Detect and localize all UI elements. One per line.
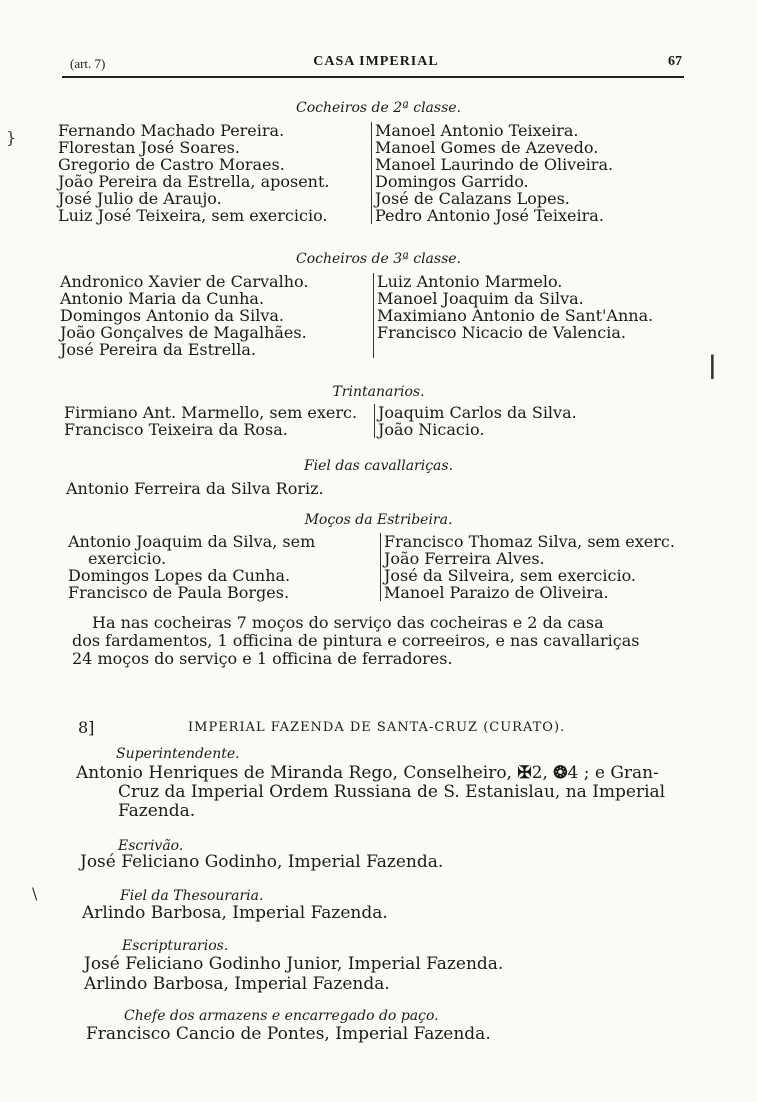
list-item: Fernando Machado Pereira. [58,121,285,140]
header-article: (art. 7) [70,56,106,71]
label-superintendente: Superintendente. [116,746,240,762]
mocos-right-column [380,533,675,601]
list-item: Manoel Joaquim da Silva. [377,289,584,308]
list-item: João Nicacio. [378,420,485,439]
list-item: Manoel Paraizo de Oliveira. [384,583,609,602]
margin-brace-mark: } [6,128,17,147]
section-title-fiel-cavallaricas: Fiel das cavallariças. [303,458,454,474]
list-item: João Ferreira Alves. [384,549,545,568]
list-item: Domingos Antonio da Silva. [60,306,285,325]
chefe-armazens-name: Francisco Cancio de Pontes, Imperial Fazenda. [86,1024,491,1044]
list-item: Domingos Garrido. [375,172,529,191]
superintendente-text-a: Antonio Henriques de Miranda Rego, Conselheiro, [76,763,518,783]
trintanarios-left-column [64,404,357,438]
label-escrivao: Escrivão. [118,838,184,854]
section-title-cocheiros-3: Cocheiros de 3ª classe. [296,251,461,267]
superintendente-line-3: Fazenda. [118,801,196,821]
list-item: Joaquim Carlos da Silva. [378,403,577,422]
escripturario-name: José Feliciano Godinho Junior, Imperial Fazenda. [84,954,504,974]
margin-tick-mark: \ [32,884,38,903]
list-item: José Julio de Araujo. [58,189,222,208]
list-item: Florestan José Soares. [58,138,240,157]
section-title-trintanarios: Trintanarios. [332,384,425,400]
superintendente-line-1 [76,764,659,783]
list-item: Antonio Joaquim da Silva, sem [68,532,316,551]
page-number: 67 [668,54,682,69]
escrivao-name: José Feliciano Godinho, Imperial Fazenda. [80,852,444,872]
section-title-cocheiros-2: Cocheiros de 2ª classe. [296,100,461,116]
list-item: Luiz Antonio Marmelo. [377,272,563,291]
cocheiros-3-left-column [60,273,308,358]
rose-order-icon: ❂ [553,763,568,783]
section-title-mocos-estribeira: Moços da Estribeira. [304,512,453,528]
paragraph-line: dos fardamentos, 1 officina de pintura e correeiros, e nas cavallariças [72,631,640,650]
label-fiel-thesouraria: Fiel da Thesouraria. [120,888,264,904]
cross-order-icon: ✠ [517,763,532,783]
list-item: Francisco de Paula Borges. [68,583,290,602]
list-item: Manoel Antonio Teixeira. [375,121,579,140]
list-item: Francisco Nicacio de Valencia. [377,323,626,342]
trintanarios-right-column [374,404,577,438]
paragraph-line: Ha nas cocheiras 7 moços do serviço das cocheiras e 2 da casa [92,613,604,632]
margin-ink-mark: | [708,350,717,379]
list-item: Manoel Laurindo de Oliveira. [375,155,614,174]
list-item: Francisco Thomaz Silva, sem exerc. [384,532,675,551]
list-item: José da Silveira, sem exercicio. [384,566,636,585]
superintendente-line-2: Cruz da Imperial Ordem Russiana de S. Estanislau, na Imperial [118,782,666,802]
list-item: José Pereira da Estrella. [60,340,256,359]
fiel-cavallaricas-name: Antonio Ferreira da Silva Roriz. [66,479,324,498]
list-item: João Gonçalves de Magalhães. [60,323,307,342]
list-item: Domingos Lopes da Cunha. [68,566,291,585]
mocos-left-column [68,533,315,601]
superintendente-text-b: 2, [531,763,554,783]
label-chefe-armazens: Chefe dos armazens e encarregado do paço. [124,1008,439,1024]
list-item: exercicio. [88,549,167,568]
list-item: Maximiano Antonio de Sant'Anna. [377,306,654,325]
escripturario-name: Arlindo Barbosa, Imperial Fazenda. [84,974,390,994]
list-item: Antonio Maria da Cunha. [60,289,265,308]
list-item: Firmiano Ant. Marmello, sem exerc. [64,403,358,422]
list-item: Pedro Antonio José Teixeira. [375,206,604,225]
running-header [70,54,682,76]
note-paragraph [72,614,712,668]
list-item: Luiz José Teixeira, sem exercicio. [58,206,328,225]
list-item: Francisco Teixeira da Rosa. [64,420,288,439]
header-title: CASA IMPERIAL [313,54,439,69]
list-item: Andronico Xavier de Carvalho. [60,272,309,291]
header-rule [62,76,684,78]
paragraph-line: 24 moços do serviço e 1 officina de ferradores. [72,649,453,668]
list-item: João Pereira da Estrella, aposent. [58,172,330,191]
superintendente-text-c: 4 ; e Gran- [567,763,659,783]
cocheiros-3-right-column [373,273,653,358]
list-item: José de Calazans Lopes. [375,189,570,208]
cocheiros-2-left-column [58,122,330,224]
section-8-title: IMPERIAL FAZENDA DE SANTA-CRUZ (CURATO). [188,720,566,735]
cocheiros-2-right-column [371,122,613,224]
list-item: Manoel Gomes de Azevedo. [375,138,599,157]
label-escripturarios: Escripturarios. [122,938,229,954]
fiel-thesouraria-name: Arlindo Barbosa, Imperial Fazenda. [82,903,388,923]
list-item: Gregorio de Castro Moraes. [58,155,285,174]
section-number: 8] [78,718,95,737]
